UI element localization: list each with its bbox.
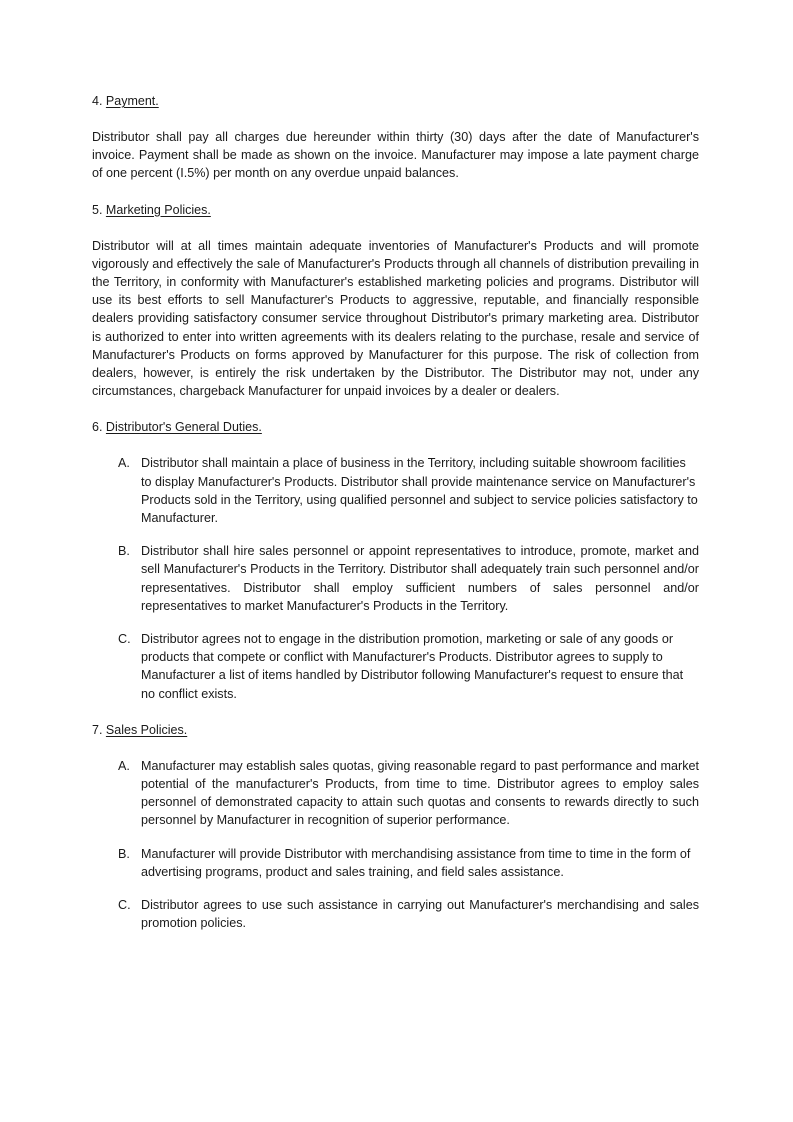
list-item-marker: B. <box>118 544 130 559</box>
list-item-text: Distributor agrees not to engage in the distribution promotion, marketing or sale of any goods or products that compete or conflict with Manufacturer's Products. Distributor agrees to supply to Manufacturer a list of items handled by Distributor following Manufacturer's request to ensure that no conflict exists. <box>141 632 684 701</box>
list-item-marker: B. <box>118 846 130 861</box>
list-item-marker: C. <box>118 898 131 913</box>
section-number-4: 4. <box>92 94 103 108</box>
list-item-text: Manufacturer may establish sales quotas, giving reasonable regard to past performance and market potential of the manufacturer's Products, from time to time. Distributor agrees to employ sales personnel of demonstrated capacity to attain such quotas and consents to rewards directly to such personnel by Manufacturer in recognition of superior performance. <box>141 758 699 828</box>
section-payment <box>92 92 699 183</box>
section-number-5: 5. <box>92 202 103 217</box>
spacer <box>92 830 699 845</box>
spacer <box>92 527 699 542</box>
list-item-text: Distributor agrees to use such assistance in carrying out Manufacturer's merchandising and sales promotion policies. <box>141 898 699 931</box>
list-item <box>92 630 699 703</box>
spacer <box>92 881 699 896</box>
spacer <box>92 703 699 721</box>
list-item <box>92 845 699 881</box>
spacer <box>92 615 699 630</box>
spacer <box>92 219 699 237</box>
spacer <box>92 183 699 201</box>
section-5-paragraph-1: Distributor will at all times maintain adequate inventories of Manufacturer's Products and will promote vigorously and effectively the sale of Manufacturer's Products through all channels of distribution prevailing in the Territory, in conformity with Manufacturer's established marketing policies and programs. Distributor will use its best efforts to sell Manufacturer's Products to aggressive, reputable, and financially responsible dealers providing satisfactory consumer service throughout Distributor's primary marketing area. Distributor is authorized to enter into written agreements with its dealers relating to the purchase, resale and service of Manufacturer's Products on forms approved by Manufacturer for this purpose. The risk of collection from dealers, however, is entirely the risk undertaken by the Distributor. The Distributor may not, under any circumstances, chargeback Manufacturer for unpaid invoices by a dealer or dealers. <box>92 238 700 399</box>
section-heading-6 <box>92 418 699 436</box>
section-7-list <box>92 757 699 933</box>
section-4-paragraph-1: Distributor shall pay all charges due hereunder within thirty (30) days after the date of Manufacturer's invoice. Payment shall be made as shown on the invoice. Manufacturer may impose a late payment charge of one percent (I.5%) per month on any overdue unpaid balances. <box>92 130 699 181</box>
list-item-marker: A. <box>118 758 130 773</box>
list-item-marker: C. <box>118 632 131 647</box>
spacer <box>92 110 699 128</box>
list-item <box>92 896 699 932</box>
section-title-4: Payment. <box>105 94 159 108</box>
section-distributors-general-duties <box>92 418 699 702</box>
section-heading-5 <box>92 201 699 219</box>
document-body <box>92 92 699 933</box>
section-number-7: 7. <box>92 722 103 737</box>
section-heading-7 <box>92 721 699 739</box>
list-item-text: Distributor shall hire sales personnel or appoint representatives to introduce, promote, market and sell Manufacturer's Products in the Territory. Distributor shall adequately train such personnel and/or representatives. Distributor shall employ sufficient numbers of sales personnel and/or representatives to market Manufacturer's Products in the Territory. <box>141 544 699 613</box>
list-item <box>92 454 699 527</box>
list-item-text: Distributor shall maintain a place of business in the Territory, including suitable showroom facilities to display Manufacturer's Products. Distributor shall provide maintenance service on Manufacturer's Products sold in the Territory, using qualified personnel and subject to service policies satisfactory to Manufacturer. <box>141 456 698 526</box>
list-item <box>92 542 699 615</box>
section-title-6: Distributor's General Duties. <box>105 420 262 435</box>
list-item-marker: A. <box>118 456 130 471</box>
section-number-6: 6. <box>92 420 103 435</box>
section-title-5: Marketing Policies. <box>105 202 211 217</box>
section-title-7: Sales Policies. <box>105 722 188 737</box>
spacer <box>92 436 699 454</box>
section-6-list <box>92 454 699 702</box>
section-heading-4 <box>92 92 699 110</box>
spacer <box>92 400 699 418</box>
list-item-text: Manufacturer will provide Distributor with merchandising assistance from time to time in the form of advertising programs, product and sales training, and field sales assistance. <box>141 846 691 879</box>
list-item <box>92 757 699 830</box>
section-sales-policies <box>92 721 699 933</box>
spacer <box>92 739 699 757</box>
section-marketing-policies <box>92 201 699 401</box>
